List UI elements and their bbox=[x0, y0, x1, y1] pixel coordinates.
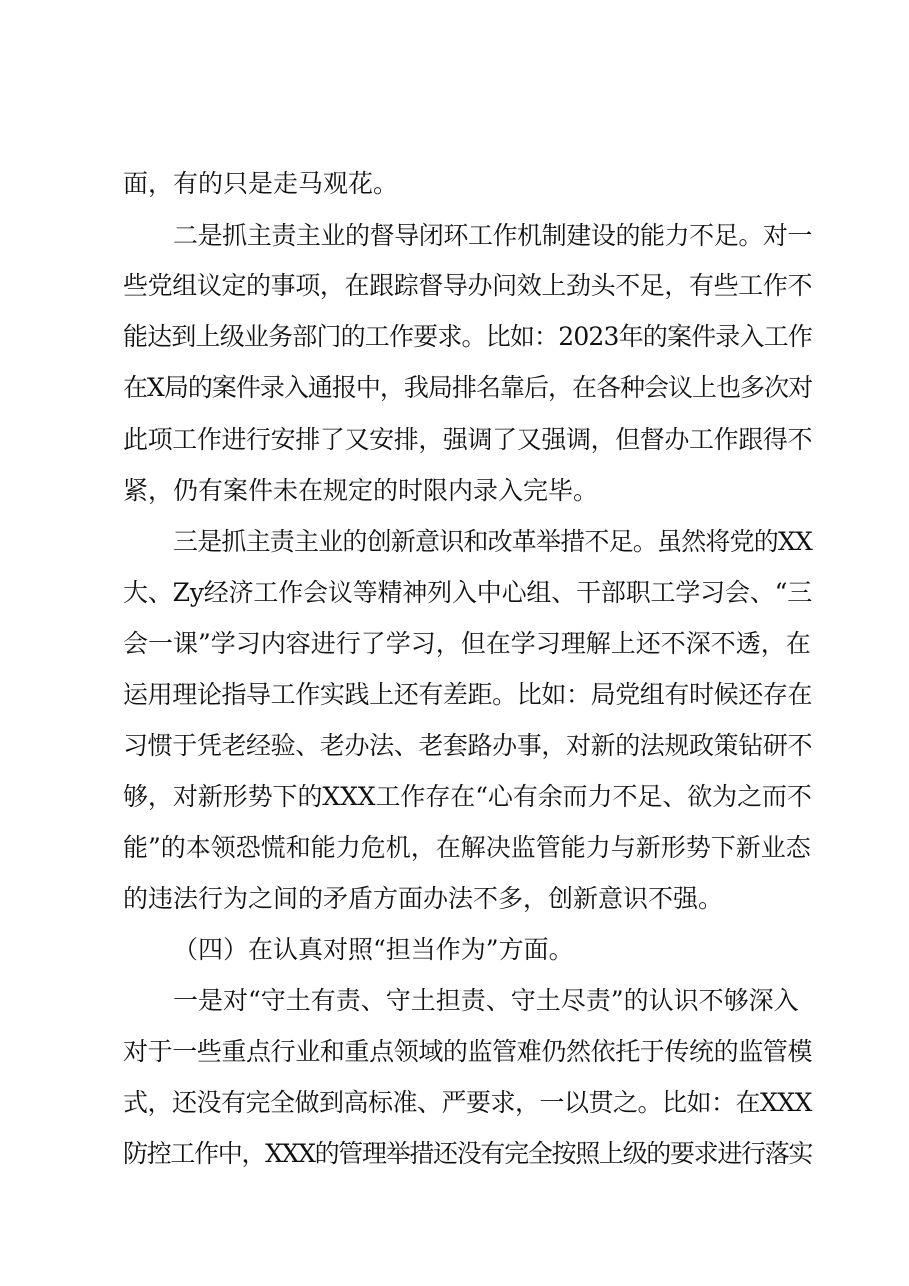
text-line bbox=[0, 317, 909, 357]
text-line bbox=[0, 573, 909, 613]
line-text: 此项工作进行安排了又安排，强调了又强调，但督办工作跟得不 bbox=[123, 425, 813, 454]
line-text: 的违法行为之间的矛盾方面办法不多，创新意识不强。 bbox=[123, 884, 724, 913]
text-line bbox=[0, 1083, 909, 1123]
text-line bbox=[0, 420, 909, 460]
text-line bbox=[0, 1032, 909, 1072]
line-text: 面，有的只是走马观花。 bbox=[123, 169, 399, 198]
line-text: （四）在认真对照“担当作为”方面。 bbox=[173, 935, 574, 964]
line-text: 对于一些重点行业和重点领域的监管难仍然依托于传统的监管模 bbox=[123, 1037, 813, 1066]
line-text: 三是抓主责主业的创新意识和改革举措不足。虽然将党的XX bbox=[173, 527, 812, 556]
text-line bbox=[0, 879, 909, 919]
text-line bbox=[0, 1134, 909, 1174]
line-text: 一是对“守土有责、守土担责、守土尽责”的认识不够深入 bbox=[173, 986, 799, 1015]
text-line bbox=[0, 828, 909, 868]
line-text: 些党组议定的事项，在跟踪督导办问效上劲头不足，有些工作不 bbox=[123, 271, 813, 300]
text-line bbox=[0, 266, 909, 306]
line-text: 紧，仍有案件未在规定的时限内录入完毕。 bbox=[123, 476, 599, 505]
line-text: 能”的本领恐慌和能力危机，在解决监管能力与新形势下新业态 bbox=[123, 833, 811, 862]
text-line bbox=[0, 368, 909, 408]
line-text: 式，还没有完全做到高标准、严要求，一以贯之。比如：在XXX bbox=[123, 1088, 812, 1117]
section-heading bbox=[0, 930, 909, 970]
line-text: 会一课”学习内容进行了学习，但在学习理解上还不深不透，在 bbox=[123, 629, 811, 658]
text-line bbox=[0, 675, 909, 715]
line-text: 防控工作中，XXX的管理举措还没有完全按照上级的要求进行落实 bbox=[123, 1139, 813, 1168]
text-line bbox=[0, 164, 909, 204]
text-line bbox=[0, 624, 909, 664]
line-text: 运用理论指导工作实践上还有差距。比如：局党组有时候还存在 bbox=[123, 680, 813, 709]
line-text: 够，对新形势下的XXX工作存在“心有余而力不足、欲为之而不 bbox=[123, 782, 812, 811]
line-text: 大、Zy经济工作会议等精神列入中心组、干部职工学习会、“三 bbox=[123, 578, 813, 607]
line-text: 在X局的案件录入通报中，我局排名靠后，在各种会议上也多次对 bbox=[123, 373, 813, 402]
text-line bbox=[0, 726, 909, 766]
text-line bbox=[0, 981, 909, 1021]
text-line bbox=[0, 216, 909, 256]
text-line bbox=[0, 471, 909, 511]
line-text: 二是抓主责主业的督导闭环工作机制建设的能力不足。对一 bbox=[173, 221, 813, 250]
text-line bbox=[0, 777, 909, 817]
text-line bbox=[0, 522, 909, 562]
line-text: 习惯于凭老经验、老办法、老套路办事，对新的法规政策钻研不 bbox=[123, 731, 813, 760]
line-text: 能达到上级业务部门的工作要求。比如：2023年的案件录入工作 bbox=[123, 322, 813, 351]
